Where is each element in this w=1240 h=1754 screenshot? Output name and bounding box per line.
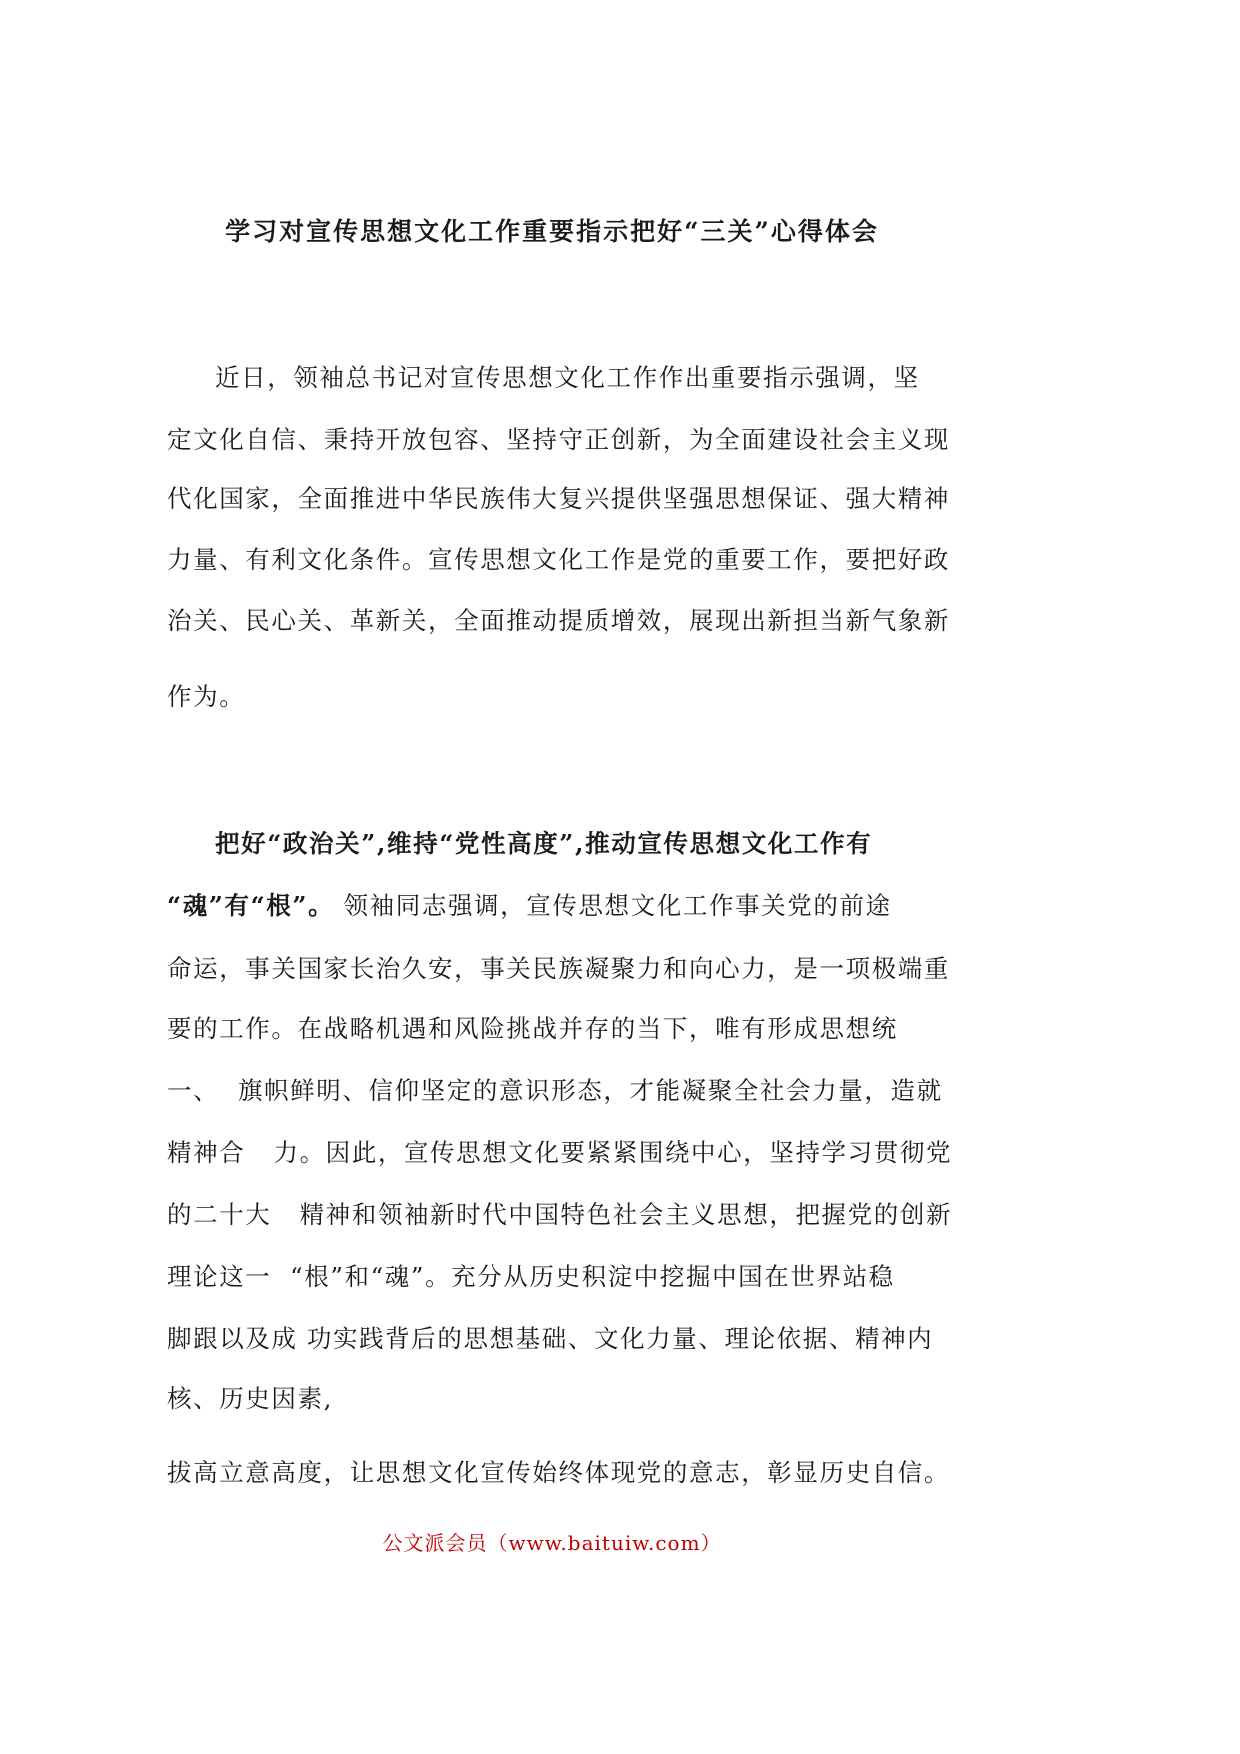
- paragraph-line: [167, 890, 892, 922]
- paragraph-line: 理论这一 “根”和“魂”。充分从历史积淀中挖掘中国在世界站稳: [167, 1262, 895, 1291]
- paragraph-line: 一、 旗帜鲜明、信仰坚定的意识形态，才能凝聚全社会力量，造就: [167, 1076, 943, 1105]
- paragraph-line: 作为。: [167, 682, 246, 711]
- paragraph-line: 核、历史因素,: [167, 1384, 333, 1413]
- paragraph-line: 拔高立意高度，让思想文化宣传始终体现党的意志，彰显历史自信。: [167, 1458, 950, 1487]
- paragraph-line: 命运，事关国家长治久安，事关民族凝聚力和向心力，是一项极端重: [167, 954, 950, 983]
- footer-watermark: 公文派会员（www.baituiw.com）: [382, 1531, 722, 1555]
- paragraph-line: 治关、民心关、革新关，全面推动提质增效，展现出新担当新气象新: [167, 606, 950, 635]
- paragraph-line: 力量、有利文化条件。宣传思想文化工作是党的重要工作，要把好政: [167, 545, 950, 574]
- paragraph-line: 的二十大 精神和领袖新时代中国特色社会主义思想，把握党的创新: [167, 1200, 953, 1229]
- paragraph-line: 代化国家，全面推进中华民族伟大复兴提供坚强思想保证、强大精神: [167, 484, 950, 513]
- section-heading-end: “魂”有“根”。: [167, 891, 335, 920]
- paragraph-line: 近日，领袖总书记对宣传思想文化工作作出重要指示强调，坚: [215, 363, 920, 392]
- section-heading: 把好“政治关”,维持“党性高度”,推动宣传思想文化工作有: [215, 829, 873, 858]
- page-title: 学习对宣传思想文化工作重要指示把好“三关”心得体会: [225, 217, 879, 246]
- paragraph-text: 领袖同志强调，宣传思想文化工作事关党的前途: [334, 891, 892, 920]
- paragraph-line: 精神合 力。因此，宣传思想文化要紧紧围绕中心，坚持学习贯彻党: [167, 1138, 953, 1167]
- paragraph-line: 要的工作。在战略机遇和风险挑战并存的当下，唯有形成思想统: [167, 1014, 898, 1043]
- paragraph-line: 定文化自信、秉持开放包容、坚持守正创新，为全面建设社会主义现: [167, 425, 950, 454]
- paragraph-line: 脚跟以及成 功实践背后的思想基础、文化力量、理论依据、精神内: [167, 1324, 934, 1353]
